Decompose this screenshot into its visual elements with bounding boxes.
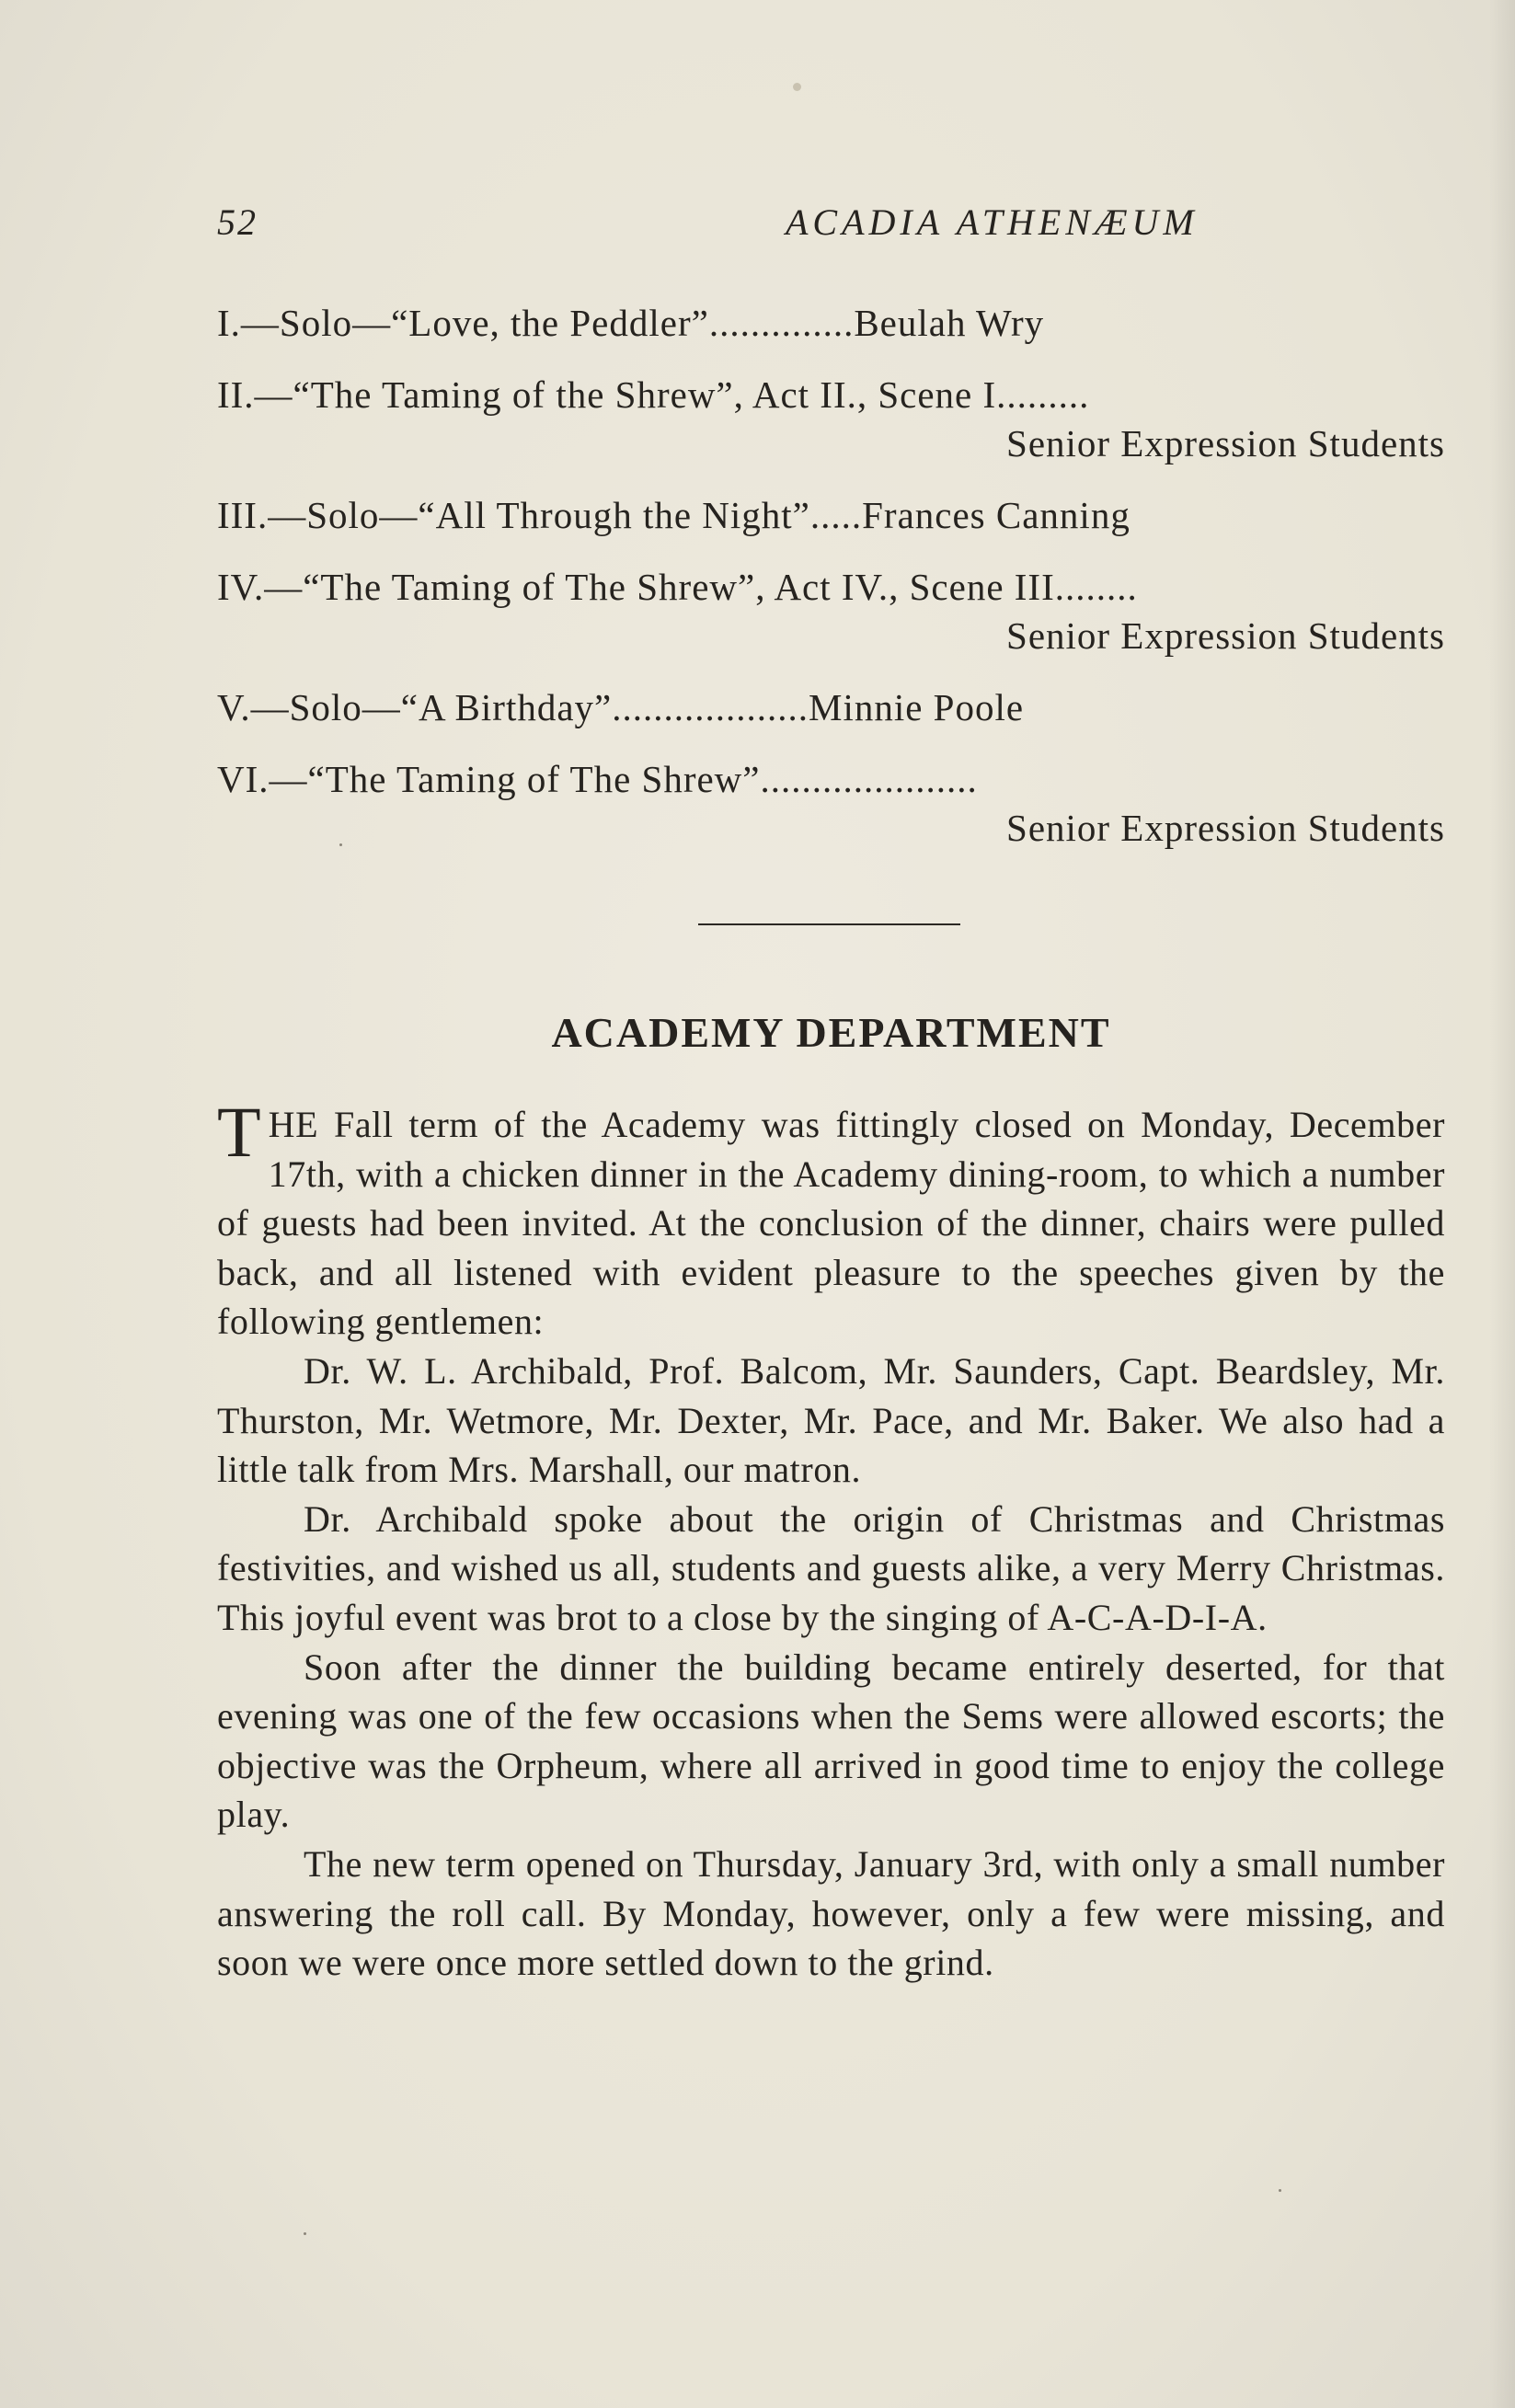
section-divider — [698, 923, 960, 925]
program-line: III.—Solo—“All Through the Night”.....Frances Canning — [217, 494, 1131, 536]
program-performer: Senior Expression Students — [1006, 422, 1445, 464]
program-item — [217, 491, 1445, 540]
page-number: 52 — [217, 201, 258, 243]
paragraph: Dr. W. L. Archibald, Prof. Balcom, Mr. Saunders, Capt. Beardsley, Mr. Thurston, Mr. Wetmore, Mr. Dexter, Mr. Pace, and Mr. Baker. We also had a little talk from Mrs. Marshall, our matron. — [217, 1349, 1445, 1491]
program-list — [217, 299, 1445, 876]
program-line: IV.—“The Taming of The Shrew”, Act IV., Scene III........ — [217, 566, 1138, 608]
paper-speck — [1279, 2189, 1281, 2192]
program-item — [217, 563, 1445, 660]
program-line: II.—“The Taming of the Shrew”, Act II., Scene I......... — [217, 373, 1090, 416]
program-line: V.—Solo—“A Birthday”...................Minnie Poole — [217, 686, 1025, 728]
paper-speck — [793, 83, 801, 91]
section-heading: ACADEMY DEPARTMENT — [551, 1009, 1111, 1056]
article-body — [217, 1092, 1445, 1988]
program-item — [217, 299, 1445, 348]
program-item — [217, 755, 1445, 853]
paper-speck — [304, 2232, 306, 2235]
program-line: I.—Solo—“Love, the Peddler”..............Beulah Wry — [217, 302, 1045, 344]
paragraph-text: HE Fall term of the Academy was fittingly closed on Monday, December 17th, with a chicken dinner in the Academy dining-room, to which a number of guests had been invited. At the conclusion of the dinner, chairs were pulled back, and all listened with evident pleasure to the speeches given by the following gentlemen: — [217, 1104, 1445, 1343]
paragraph — [217, 1092, 1445, 1347]
drop-cap: T — [217, 1092, 261, 1172]
paper-speck — [339, 843, 342, 846]
page-edge-shadow — [1489, 0, 1515, 2408]
journal-title: ACADIA ATHENÆUM — [786, 201, 1199, 243]
paragraph: The new term opened on Thursday, January 3rd, with only a small number answering the roll call. By Monday, however, only a few were missing, and soon we were once more settled down to the grind. — [217, 1842, 1445, 1984]
program-item — [217, 371, 1445, 468]
program-line: VI.—“The Taming of The Shrew”..................... — [217, 758, 978, 800]
program-performer: Senior Expression Students — [1006, 807, 1445, 849]
paragraph: Soon after the dinner the building became entirely deserted, for that evening was one of the few occasions when the Sems were allowed escorts; the objective was the Orpheum, where all arrived in good time to enjoy the college play. — [217, 1645, 1445, 1836]
program-performer: Senior Expression Students — [1006, 614, 1445, 657]
running-head — [217, 201, 1440, 256]
program-item — [217, 683, 1445, 732]
paragraph: Dr. Archibald spoke about the origin of Christmas and Christmas festivities, and wished us all, students and guests alike, a very Merry Christmas. This joyful event was brot to a close by the singing of A-C-A-D-I-A. — [217, 1497, 1445, 1638]
